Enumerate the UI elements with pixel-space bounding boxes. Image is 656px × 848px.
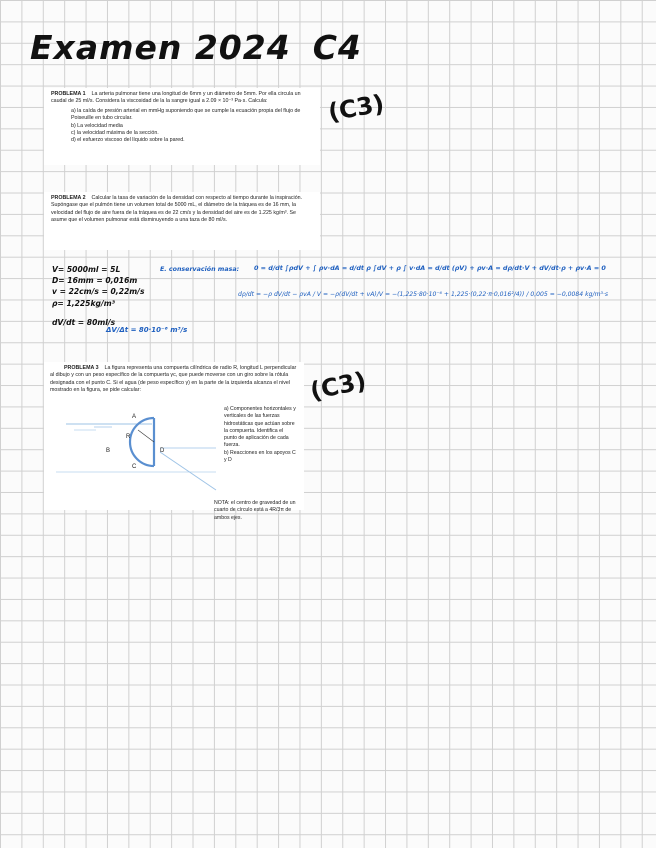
gate-figure xyxy=(56,408,220,494)
problem-1-card xyxy=(44,88,320,165)
problem-3-questions xyxy=(224,406,296,464)
problem-1-item: c) la velocidad máxima de la sección. xyxy=(71,130,159,137)
slope xyxy=(160,452,216,490)
given-line: dV/dt = 80ml/s xyxy=(52,317,116,327)
page-title xyxy=(30,28,362,67)
given-line: ρ= 1,225kg/m³ xyxy=(52,298,115,308)
label-A: A xyxy=(132,414,137,420)
units-conversion: ΔV/Δt = 80·10⁻⁶ m³/s xyxy=(106,326,188,334)
problem-1-item: a) la caída de presión arterial en mmHg suponiendo que se cumple la ecuación propia del flujo de Poiseuille en tubo circular. xyxy=(71,107,301,122)
problem-1-items xyxy=(51,108,313,145)
label-C: C xyxy=(132,464,137,470)
problem-3-text: La figura representa una compuerta cilíndrica de radio R, longitud L perpendicular al dibujo y con un peso específico de la compuerta γc, que puede moverse con un giro sobre la rótula designada con el punto C. Si el agua (de peso específico γ) en la parte de la izquierda alcanza el nivel mostrado en la figura, se pide calcular: xyxy=(50,365,297,394)
given-data xyxy=(52,264,156,328)
problem-3-note: NOTA: el centro de gravedad de un cuarto de círculo está a 4R/3π de ambos ejes. xyxy=(214,500,296,521)
problem-3-tag: (C3) xyxy=(307,366,369,406)
problem-1-item: d) el esfuerzo viscoso del líquido sobre la pared. xyxy=(71,137,185,144)
label-D: D xyxy=(160,448,165,454)
problem-1-intro: PROBLEMA 1 La arteria pulmonar tiene una longitud de 6mm y un diámetro de 5mm. Por ella circula un caudal de 25 ml/s. Considera la viscosidad de la la sangre igual a 2.09 × 10⁻³ Pa·s. Calcula: xyxy=(51,91,301,105)
equation-2: dρ/dt = −ρ dV/dt − ρvA / V = −ρ(dV/dt + vA)/V = −(1,225·80·10⁻⁶ + 1,225·(0,22·π·0,016²/4)) / 0,005 = −0,0084 kg/m³·s xyxy=(238,291,609,298)
problem-3-statement xyxy=(44,362,304,395)
title-text: Examen 2024 xyxy=(30,28,291,67)
label-R: R xyxy=(126,434,131,440)
problem-3-card xyxy=(44,362,304,521)
problem-2-heading: PROBLEMA 2 xyxy=(51,195,86,201)
problem-2-text: Calcular la tasa de variación de la densidad con respecto al tiempo durante la inspiración. Supóngase que el pulmón tiene un volumen total de 5000 mL, el diámetro de la tráquea es de 16 mm, la velocidad del flujo de aire fuera de la tráquea es de 22 cm/s y la densidad del aire es de 1.225 kg/m³. Se asume que el volumen pulmonar está disminuyendo a una taza de 80 ml/s. xyxy=(51,195,303,224)
problem-1-heading: PROBLEMA 1 xyxy=(51,91,86,97)
equation-1: 0 = d/dt ∫ρdV + ∫ ρv·dA = d/dt ρ ∫dV + ρ ∫ v·dA = d/dt (ρV) + ρv·A = dρ/dt·V + dV/dt·ρ + ρv·A = 0 xyxy=(254,264,606,272)
problem-1-item: b) La velocidad media xyxy=(71,122,123,129)
radius-line xyxy=(138,430,154,442)
title-code: C4 xyxy=(312,28,362,67)
problem-3-item: b) Reacciones en los apoyos C y D xyxy=(224,449,296,464)
given-line: v = 22cm/s = 0,22m/s xyxy=(52,287,145,297)
problem-1-tag: (C3) xyxy=(325,89,387,127)
problem-3-item: a) Componentes horizontales y verticales de las fuerzas hidrostáticas que actúan sobre la compuerta. Identifica el punto de aplicación de cada fuerza. xyxy=(224,406,296,449)
gate-arc xyxy=(130,418,154,466)
given-line: D= 16mm = 0,016m xyxy=(52,276,138,286)
mass-conservation-label: E. conservación masa: xyxy=(160,266,240,273)
given-line: V= 5000ml = 5L xyxy=(52,265,121,274)
problem-2-card xyxy=(44,192,320,250)
problem-3-heading: PROBLEMA 3 xyxy=(64,365,99,371)
label-B: B xyxy=(106,448,111,454)
